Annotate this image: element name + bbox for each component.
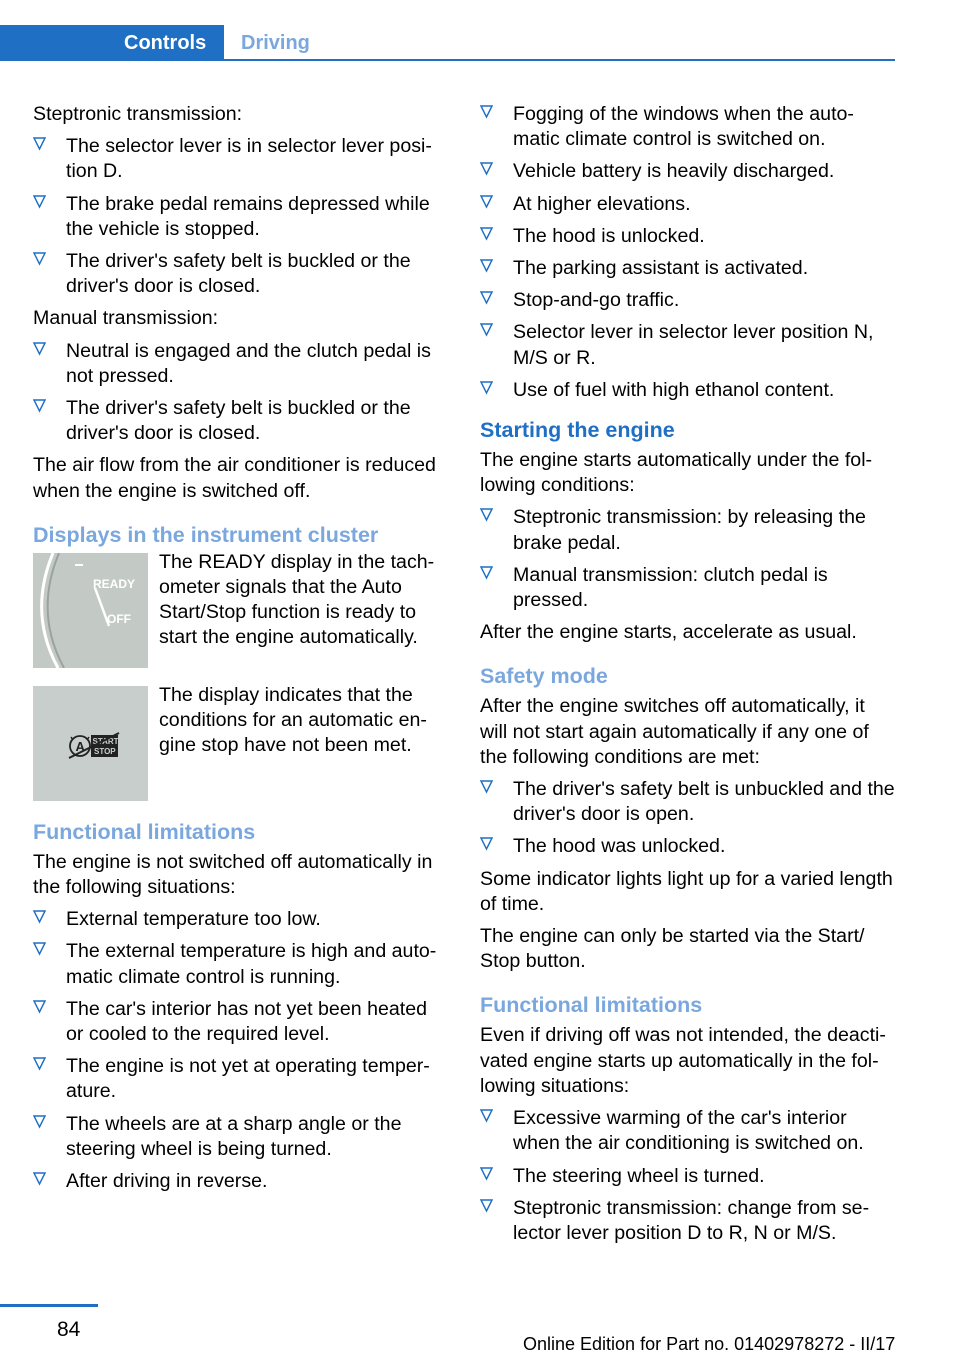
list-item: The external temperature is high and auto‐matic climate control is running. — [33, 939, 445, 989]
section-heading: Functional limitations — [33, 819, 256, 844]
list-item: The driver's safety belt is unbuckled and the driver's door is open. — [480, 777, 895, 827]
triangle-bullet-icon — [480, 508, 494, 522]
triangle-bullet-icon — [480, 566, 494, 580]
list-item: The steering wheel is turned. — [480, 1164, 895, 1189]
list-item: The brake pedal remains depressed while the vehicle is stopped. — [33, 192, 445, 242]
section-heading: Displays in the instrument cluster — [33, 522, 379, 547]
triangle-bullet-icon — [33, 1000, 47, 1014]
list-item: At higher elevations. — [480, 192, 895, 217]
list-item: Selector lever in selector lever position N, M/S or R. — [480, 320, 895, 370]
triangle-bullet-icon — [33, 137, 47, 151]
list-item: The car's interior has not yet been heated or cooled to the required level. — [33, 997, 445, 1047]
section-heading: Functional limitations — [480, 993, 703, 1018]
paragraph: After the engine switches off automatically, it will not start again automatically if any one of the following conditions are met: — [480, 695, 869, 768]
list-item: The selector lever is in selector lever posi‐tion D. — [33, 134, 445, 184]
left-column — [33, 102, 445, 1201]
list-item: The engine is not yet at operating temper‐ature. — [33, 1054, 445, 1104]
list-item: After driving in reverse. — [33, 1169, 445, 1194]
triangle-bullet-icon — [33, 195, 47, 209]
paragraph: The air flow from the air conditioner is reduced when the engine is switched off. — [33, 454, 436, 502]
list-item: Excessive warming of the car's interior when the air conditioning is switched on. — [480, 1106, 895, 1156]
list-item: Neutral is engaged and the clutch pedal is not pressed. — [33, 339, 445, 389]
triangle-bullet-icon — [33, 1057, 47, 1071]
triangle-bullet-icon — [33, 342, 47, 356]
paragraph: Even if driving off was not intended, the deacti‐vated engine starts up automatically in the fol‐lowing situations: — [480, 1024, 886, 1097]
list-item: The wheels are at a sharp angle or the steering wheel is being turned. — [33, 1112, 445, 1162]
start-label: START — [92, 736, 119, 746]
page-number: 84 — [57, 1318, 81, 1341]
triangle-bullet-icon — [33, 252, 47, 266]
ready-label: READY — [93, 576, 136, 591]
section-heading: Starting the engine — [480, 418, 675, 443]
triangle-bullet-icon — [480, 837, 494, 851]
list-item: Vehicle battery is heavily discharged. — [480, 159, 895, 184]
edition-footer: Online Edition for Part no. 01402978272 - II/17 — [523, 1334, 896, 1354]
triangle-bullet-icon — [480, 381, 494, 395]
triangle-bullet-icon — [480, 1167, 494, 1181]
auto-start-stop-indicator-image — [33, 686, 148, 801]
list-item: The hood was unlocked. — [480, 834, 895, 859]
list-item: External temperature too low. — [33, 907, 445, 932]
figure-ready-display — [33, 550, 445, 668]
triangle-bullet-icon — [33, 1115, 47, 1129]
list-item: The driver's safety belt is buckled or the driver's door is closed. — [33, 249, 445, 299]
paragraph: Manual transmission: — [33, 307, 219, 330]
bullet-list — [480, 102, 895, 403]
tab-controls[interactable]: Controls — [0, 25, 224, 61]
triangle-bullet-icon — [480, 1199, 494, 1213]
stop-label: STOP — [94, 746, 116, 756]
paragraph: Steptronic transmission: — [33, 103, 243, 125]
list-item: Stop-and-go traffic. — [480, 288, 895, 313]
paragraph: After the engine starts, accelerate as usual. — [480, 621, 857, 644]
bullet-list — [480, 1106, 895, 1246]
list-item: Steptronic transmission: by releasing the brake pedal. — [480, 505, 895, 555]
triangle-bullet-icon — [480, 780, 494, 794]
triangle-bullet-icon — [33, 1172, 47, 1186]
triangle-bullet-icon — [480, 195, 494, 209]
list-item: Steptronic transmission: change from se‐lector lever position D to R, N or M/S. — [480, 1196, 895, 1246]
list-item: The parking assistant is activated. — [480, 256, 895, 281]
paragraph: The engine is not switched off automatically in the following situations: — [33, 850, 433, 899]
triangle-bullet-icon — [480, 323, 494, 337]
triangle-bullet-icon — [480, 1109, 494, 1123]
footer-rule — [0, 1304, 98, 1307]
triangle-bullet-icon — [480, 259, 494, 273]
list-item: Fogging of the windows when the auto‐matic climate control is switched on. — [480, 102, 895, 152]
chapter-tab-bar — [0, 25, 895, 61]
bullet-list — [480, 505, 895, 613]
triangle-bullet-icon — [33, 399, 47, 413]
triangle-bullet-icon — [480, 227, 494, 241]
bullet-list — [33, 339, 445, 447]
triangle-bullet-icon — [480, 162, 494, 176]
triangle-bullet-icon — [480, 291, 494, 305]
list-item: Manual transmission: clutch pedal is pressed. — [480, 563, 895, 613]
triangle-bullet-icon — [33, 910, 47, 924]
section-heading: Safety mode — [480, 664, 608, 689]
triangle-bullet-icon — [480, 105, 494, 119]
list-item: The driver's safety belt is buckled or the driver's door is closed. — [33, 396, 445, 446]
tab-driving[interactable]: Driving — [241, 32, 310, 54]
auto-letter: A — [75, 738, 85, 754]
paragraph: The engine starts automatically under the fol‐lowing conditions: — [480, 449, 873, 497]
figure-caption: The display indicates that the conditions for an automatic en‐gine stop have not been met. — [159, 683, 427, 757]
list-item: Use of fuel with high ethanol content. — [480, 378, 895, 403]
bullet-list — [480, 777, 895, 860]
bullet-list — [33, 134, 445, 299]
off-label: OFF — [107, 611, 131, 626]
bullet-list — [33, 907, 445, 1194]
figure-stop-not-met — [33, 683, 445, 801]
paragraph: The engine can only be started via the Start/ Stop button. — [480, 925, 865, 973]
tachometer-ready-image — [33, 553, 148, 668]
paragraph: Some indicator lights light up for a varied length of time. — [480, 867, 893, 915]
triangle-bullet-icon — [33, 942, 47, 956]
list-item: The hood is unlocked. — [480, 224, 895, 249]
right-column — [480, 102, 895, 1253]
figure-caption: The READY display in the tach‐ometer signals that the Auto Start/Stop function is ready to start the engine automatically. — [159, 550, 435, 649]
